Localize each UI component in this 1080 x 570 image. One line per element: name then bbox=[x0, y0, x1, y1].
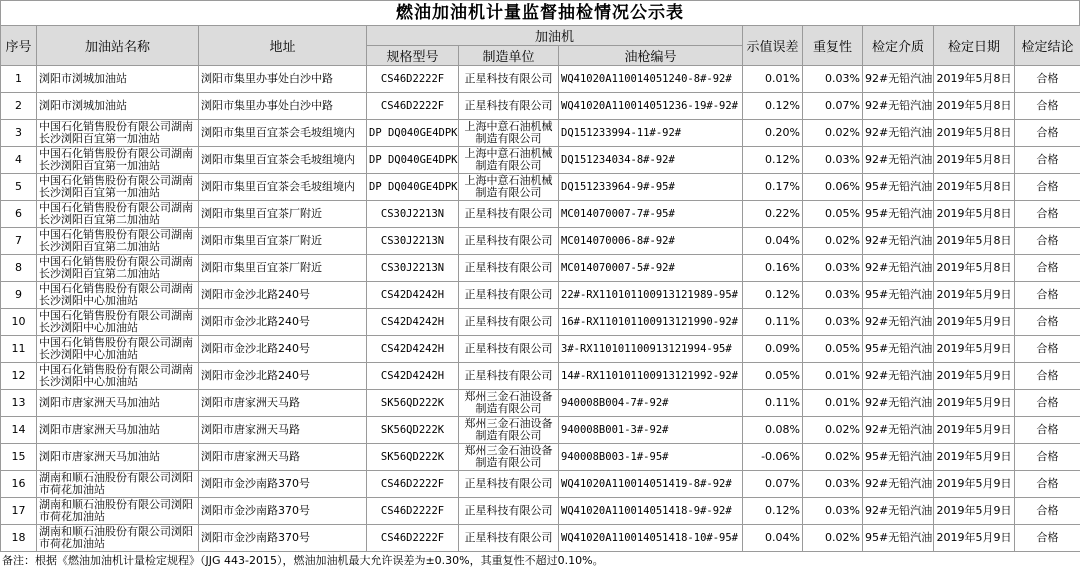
cell-address: 浏阳市集里办事处白沙中路 bbox=[199, 93, 367, 120]
cell-error: 0.16% bbox=[743, 255, 803, 282]
cell-model: CS42D4242H bbox=[367, 363, 459, 390]
cell-maker: 上海中意石油机械制造有限公司 bbox=[459, 147, 559, 174]
cell-medium: 92#无铅汽油 bbox=[863, 390, 934, 417]
cell-seq: 11 bbox=[1, 336, 37, 363]
cell-result: 合格 bbox=[1015, 309, 1080, 336]
cell-address: 浏阳市金沙北路240号 bbox=[199, 336, 367, 363]
cell-gun: DQ151233994-11#-92# bbox=[559, 120, 743, 147]
cell-station: 浏阳市唐家洲天马加油站 bbox=[37, 444, 199, 471]
cell-model: SK56QD222K bbox=[367, 444, 459, 471]
cell-repeat: 0.01% bbox=[803, 363, 863, 390]
cell-medium: 95#无铅汽油 bbox=[863, 201, 934, 228]
cell-maker: 正星科技有限公司 bbox=[459, 93, 559, 120]
cell-date: 2019年5月9日 bbox=[934, 417, 1015, 444]
cell-seq: 13 bbox=[1, 390, 37, 417]
cell-seq: 3 bbox=[1, 120, 37, 147]
cell-medium: 92#无铅汽油 bbox=[863, 93, 934, 120]
cell-address: 浏阳市金沙南路370号 bbox=[199, 498, 367, 525]
cell-date: 2019年5月8日 bbox=[934, 228, 1015, 255]
cell-station: 中国石化销售股份有限公司湖南长沙浏阳中心加油站 bbox=[37, 282, 199, 309]
table-row bbox=[1, 444, 1080, 471]
cell-seq: 10 bbox=[1, 309, 37, 336]
cell-date: 2019年5月9日 bbox=[934, 498, 1015, 525]
cell-maker: 郑州三金石油设备制造有限公司 bbox=[459, 417, 559, 444]
cell-seq: 7 bbox=[1, 228, 37, 255]
cell-repeat: 0.05% bbox=[803, 336, 863, 363]
cell-address: 浏阳市集里百宜茶会毛坡组境内 bbox=[199, 147, 367, 174]
cell-seq: 2 bbox=[1, 93, 37, 120]
header-result: 检定结论 bbox=[1015, 26, 1080, 66]
header-gun: 油枪编号 bbox=[559, 46, 743, 66]
cell-error: 0.01% bbox=[743, 66, 803, 93]
table-row bbox=[1, 174, 1080, 201]
table-row bbox=[1, 309, 1080, 336]
cell-model: CS30J2213N bbox=[367, 255, 459, 282]
cell-seq: 17 bbox=[1, 498, 37, 525]
cell-seq: 5 bbox=[1, 174, 37, 201]
cell-station: 中国石化销售股份有限公司湖南长沙浏阳百宜第二加油站 bbox=[37, 228, 199, 255]
cell-model: CS42D4242H bbox=[367, 309, 459, 336]
cell-result: 合格 bbox=[1015, 147, 1080, 174]
cell-maker: 正星科技有限公司 bbox=[459, 228, 559, 255]
table-row bbox=[1, 525, 1080, 552]
cell-maker: 正星科技有限公司 bbox=[459, 66, 559, 93]
cell-result: 合格 bbox=[1015, 498, 1080, 525]
cell-medium: 92#无铅汽油 bbox=[863, 417, 934, 444]
cell-repeat: 0.03% bbox=[803, 147, 863, 174]
header-error: 示值误差 bbox=[743, 26, 803, 66]
cell-gun: WQ41020A110014051418-10#-95# bbox=[559, 525, 743, 552]
cell-date: 2019年5月9日 bbox=[934, 525, 1015, 552]
cell-station: 浏阳市浏城加油站 bbox=[37, 66, 199, 93]
header-repeat: 重复性 bbox=[803, 26, 863, 66]
table-row bbox=[1, 255, 1080, 282]
cell-maker: 郑州三金石油设备制造有限公司 bbox=[459, 444, 559, 471]
cell-gun: WQ41020A110014051236-19#-92# bbox=[559, 93, 743, 120]
header-medium: 检定介质 bbox=[863, 26, 934, 66]
cell-seq: 14 bbox=[1, 417, 37, 444]
cell-maker: 上海中意石油机械制造有限公司 bbox=[459, 174, 559, 201]
cell-gun: MC014070006-8#-92# bbox=[559, 228, 743, 255]
cell-gun: DQ151234034-8#-92# bbox=[559, 147, 743, 174]
cell-gun: DQ151233964-9#-95# bbox=[559, 174, 743, 201]
cell-repeat: 0.03% bbox=[803, 309, 863, 336]
header-model: 规格型号 bbox=[367, 46, 459, 66]
cell-medium: 92#无铅汽油 bbox=[863, 255, 934, 282]
inspection-table bbox=[0, 25, 1080, 552]
cell-gun: 16#-RX110101100913121990-92# bbox=[559, 309, 743, 336]
cell-address: 浏阳市金沙北路240号 bbox=[199, 363, 367, 390]
cell-result: 合格 bbox=[1015, 120, 1080, 147]
cell-error: -0.06% bbox=[743, 444, 803, 471]
table-row bbox=[1, 228, 1080, 255]
table-body bbox=[1, 66, 1080, 552]
cell-model: SK56QD222K bbox=[367, 417, 459, 444]
cell-station: 中国石化销售股份有限公司湖南长沙浏阳百宜第一加油站 bbox=[37, 174, 199, 201]
cell-repeat: 0.03% bbox=[803, 471, 863, 498]
cell-gun: MC014070007-5#-92# bbox=[559, 255, 743, 282]
cell-model: CS46D2222F bbox=[367, 471, 459, 498]
cell-model: DP DQ040GE4DPK bbox=[367, 147, 459, 174]
cell-address: 浏阳市金沙南路370号 bbox=[199, 525, 367, 552]
cell-maker: 正星科技有限公司 bbox=[459, 201, 559, 228]
cell-medium: 92#无铅汽油 bbox=[863, 498, 934, 525]
cell-medium: 92#无铅汽油 bbox=[863, 471, 934, 498]
cell-error: 0.07% bbox=[743, 471, 803, 498]
cell-error: 0.09% bbox=[743, 336, 803, 363]
cell-maker: 正星科技有限公司 bbox=[459, 309, 559, 336]
cell-seq: 9 bbox=[1, 282, 37, 309]
cell-model: CS46D2222F bbox=[367, 525, 459, 552]
table-header bbox=[1, 26, 1080, 66]
cell-error: 0.11% bbox=[743, 309, 803, 336]
cell-error: 0.11% bbox=[743, 390, 803, 417]
table-row bbox=[1, 390, 1080, 417]
cell-date: 2019年5月8日 bbox=[934, 255, 1015, 282]
cell-station: 中国石化销售股份有限公司湖南长沙浏阳百宜第一加油站 bbox=[37, 120, 199, 147]
table-row bbox=[1, 120, 1080, 147]
cell-model: CS46D2222F bbox=[367, 498, 459, 525]
table-row bbox=[1, 282, 1080, 309]
cell-model: DP DQ040GE4DPK bbox=[367, 174, 459, 201]
cell-address: 浏阳市集里百宜茶厂附近 bbox=[199, 228, 367, 255]
cell-gun: 940008B003-1#-95# bbox=[559, 444, 743, 471]
cell-station: 浏阳市唐家洲天马加油站 bbox=[37, 390, 199, 417]
cell-date: 2019年5月8日 bbox=[934, 201, 1015, 228]
cell-error: 0.04% bbox=[743, 228, 803, 255]
cell-maker: 正星科技有限公司 bbox=[459, 471, 559, 498]
cell-seq: 15 bbox=[1, 444, 37, 471]
cell-error: 0.04% bbox=[743, 525, 803, 552]
cell-repeat: 0.03% bbox=[803, 282, 863, 309]
table-row bbox=[1, 498, 1080, 525]
footnote: 备注：根据《燃油加油机计量检定规程》（JJG 443-2015），燃油加油机最大允许误差为±0.30%，其重复性不超过0.10%。 bbox=[0, 552, 1080, 570]
cell-gun: 22#-RX110101100913121989-95# bbox=[559, 282, 743, 309]
cell-address: 浏阳市集里百宜茶会毛坡组境内 bbox=[199, 174, 367, 201]
cell-result: 合格 bbox=[1015, 390, 1080, 417]
cell-station: 中国石化销售股份有限公司湖南长沙浏阳百宜第一加油站 bbox=[37, 147, 199, 174]
header-maker: 制造单位 bbox=[459, 46, 559, 66]
header-station: 加油站名称 bbox=[37, 26, 199, 66]
cell-medium: 95#无铅汽油 bbox=[863, 174, 934, 201]
cell-date: 2019年5月9日 bbox=[934, 282, 1015, 309]
cell-date: 2019年5月8日 bbox=[934, 147, 1015, 174]
cell-error: 0.12% bbox=[743, 498, 803, 525]
cell-repeat: 0.02% bbox=[803, 525, 863, 552]
cell-result: 合格 bbox=[1015, 444, 1080, 471]
cell-gun: 3#-RX110101100913121994-95# bbox=[559, 336, 743, 363]
cell-medium: 92#无铅汽油 bbox=[863, 120, 934, 147]
table-row bbox=[1, 93, 1080, 120]
cell-station: 中国石化销售股份有限公司湖南长沙浏阳百宜第二加油站 bbox=[37, 201, 199, 228]
cell-seq: 6 bbox=[1, 201, 37, 228]
cell-address: 浏阳市金沙北路240号 bbox=[199, 309, 367, 336]
cell-model: CS42D4242H bbox=[367, 282, 459, 309]
table-row bbox=[1, 66, 1080, 93]
cell-result: 合格 bbox=[1015, 282, 1080, 309]
cell-error: 0.12% bbox=[743, 282, 803, 309]
cell-result: 合格 bbox=[1015, 255, 1080, 282]
cell-station: 湖南和顺石油股份有限公司浏阳市荷花加油站 bbox=[37, 498, 199, 525]
cell-model: SK56QD222K bbox=[367, 390, 459, 417]
cell-model: CS42D4242H bbox=[367, 336, 459, 363]
table-row bbox=[1, 363, 1080, 390]
cell-date: 2019年5月9日 bbox=[934, 309, 1015, 336]
cell-date: 2019年5月8日 bbox=[934, 66, 1015, 93]
cell-date: 2019年5月8日 bbox=[934, 174, 1015, 201]
cell-date: 2019年5月9日 bbox=[934, 444, 1015, 471]
cell-error: 0.17% bbox=[743, 174, 803, 201]
cell-gun: WQ41020A110014051240-8#-92# bbox=[559, 66, 743, 93]
cell-model: DP DQ040GE4DPK bbox=[367, 120, 459, 147]
cell-medium: 95#无铅汽油 bbox=[863, 525, 934, 552]
cell-address: 浏阳市唐家洲天马路 bbox=[199, 444, 367, 471]
cell-gun: 940008B004-7#-92# bbox=[559, 390, 743, 417]
cell-station: 中国石化销售股份有限公司湖南长沙浏阳中心加油站 bbox=[37, 309, 199, 336]
cell-repeat: 0.05% bbox=[803, 201, 863, 228]
cell-date: 2019年5月8日 bbox=[934, 120, 1015, 147]
cell-repeat: 0.03% bbox=[803, 498, 863, 525]
cell-model: CS46D2222F bbox=[367, 66, 459, 93]
cell-maker: 正星科技有限公司 bbox=[459, 363, 559, 390]
table-row bbox=[1, 336, 1080, 363]
cell-repeat: 0.02% bbox=[803, 417, 863, 444]
cell-address: 浏阳市唐家洲天马路 bbox=[199, 417, 367, 444]
cell-repeat: 0.02% bbox=[803, 228, 863, 255]
cell-date: 2019年5月8日 bbox=[934, 93, 1015, 120]
cell-address: 浏阳市金沙北路240号 bbox=[199, 282, 367, 309]
cell-error: 0.08% bbox=[743, 417, 803, 444]
cell-address: 浏阳市集里百宜茶会毛坡组境内 bbox=[199, 120, 367, 147]
cell-medium: 92#无铅汽油 bbox=[863, 309, 934, 336]
cell-address: 浏阳市金沙南路370号 bbox=[199, 471, 367, 498]
cell-result: 合格 bbox=[1015, 471, 1080, 498]
cell-maker: 上海中意石油机械制造有限公司 bbox=[459, 120, 559, 147]
cell-result: 合格 bbox=[1015, 336, 1080, 363]
cell-result: 合格 bbox=[1015, 201, 1080, 228]
cell-result: 合格 bbox=[1015, 93, 1080, 120]
cell-result: 合格 bbox=[1015, 363, 1080, 390]
cell-station: 浏阳市浏城加油站 bbox=[37, 93, 199, 120]
table-row bbox=[1, 147, 1080, 174]
cell-gun: WQ41020A110014051419-8#-92# bbox=[559, 471, 743, 498]
header-dispenser: 加油机 bbox=[367, 26, 743, 46]
cell-medium: 95#无铅汽油 bbox=[863, 336, 934, 363]
cell-maker: 正星科技有限公司 bbox=[459, 498, 559, 525]
cell-model: CS30J2213N bbox=[367, 228, 459, 255]
cell-address: 浏阳市唐家洲天马路 bbox=[199, 390, 367, 417]
cell-medium: 95#无铅汽油 bbox=[863, 282, 934, 309]
header-seq: 序号 bbox=[1, 26, 37, 66]
sheet-title: 燃油加油机计量监督抽检情况公示表 bbox=[0, 0, 1080, 25]
header-address: 地址 bbox=[199, 26, 367, 66]
cell-result: 合格 bbox=[1015, 66, 1080, 93]
cell-error: 0.12% bbox=[743, 93, 803, 120]
cell-date: 2019年5月9日 bbox=[934, 390, 1015, 417]
cell-seq: 12 bbox=[1, 363, 37, 390]
cell-result: 合格 bbox=[1015, 525, 1080, 552]
cell-seq: 1 bbox=[1, 66, 37, 93]
cell-maker: 正星科技有限公司 bbox=[459, 336, 559, 363]
cell-maker: 正星科技有限公司 bbox=[459, 255, 559, 282]
cell-medium: 92#无铅汽油 bbox=[863, 228, 934, 255]
table-row bbox=[1, 417, 1080, 444]
cell-maker: 正星科技有限公司 bbox=[459, 282, 559, 309]
cell-seq: 4 bbox=[1, 147, 37, 174]
cell-result: 合格 bbox=[1015, 417, 1080, 444]
cell-repeat: 0.07% bbox=[803, 93, 863, 120]
cell-repeat: 0.03% bbox=[803, 255, 863, 282]
cell-gun: WQ41020A110014051418-9#-92# bbox=[559, 498, 743, 525]
cell-medium: 92#无铅汽油 bbox=[863, 66, 934, 93]
cell-station: 湖南和顺石油股份有限公司浏阳市荷花加油站 bbox=[37, 471, 199, 498]
cell-gun: 14#-RX110101100913121992-92# bbox=[559, 363, 743, 390]
cell-medium: 92#无铅汽油 bbox=[863, 363, 934, 390]
cell-station: 湖南和顺石油股份有限公司浏阳市荷花加油站 bbox=[37, 525, 199, 552]
cell-medium: 95#无铅汽油 bbox=[863, 444, 934, 471]
cell-maker: 郑州三金石油设备制造有限公司 bbox=[459, 390, 559, 417]
cell-repeat: 0.06% bbox=[803, 174, 863, 201]
cell-date: 2019年5月9日 bbox=[934, 471, 1015, 498]
cell-error: 0.05% bbox=[743, 363, 803, 390]
cell-date: 2019年5月9日 bbox=[934, 336, 1015, 363]
cell-maker: 正星科技有限公司 bbox=[459, 525, 559, 552]
cell-address: 浏阳市集里办事处白沙中路 bbox=[199, 66, 367, 93]
cell-address: 浏阳市集里百宜茶厂附近 bbox=[199, 255, 367, 282]
cell-repeat: 0.02% bbox=[803, 120, 863, 147]
cell-result: 合格 bbox=[1015, 228, 1080, 255]
cell-error: 0.22% bbox=[743, 201, 803, 228]
cell-seq: 18 bbox=[1, 525, 37, 552]
cell-error: 0.12% bbox=[743, 147, 803, 174]
cell-gun: 940008B001-3#-92# bbox=[559, 417, 743, 444]
cell-seq: 8 bbox=[1, 255, 37, 282]
cell-station: 中国石化销售股份有限公司湖南长沙浏阳中心加油站 bbox=[37, 363, 199, 390]
cell-repeat: 0.01% bbox=[803, 390, 863, 417]
cell-station: 中国石化销售股份有限公司湖南长沙浏阳百宜第二加油站 bbox=[37, 255, 199, 282]
cell-station: 浏阳市唐家洲天马加油站 bbox=[37, 417, 199, 444]
cell-date: 2019年5月9日 bbox=[934, 363, 1015, 390]
table-row bbox=[1, 471, 1080, 498]
cell-model: CS30J2213N bbox=[367, 201, 459, 228]
cell-repeat: 0.02% bbox=[803, 444, 863, 471]
cell-model: CS46D2222F bbox=[367, 93, 459, 120]
header-date: 检定日期 bbox=[934, 26, 1015, 66]
cell-medium: 92#无铅汽油 bbox=[863, 147, 934, 174]
cell-repeat: 0.03% bbox=[803, 66, 863, 93]
cell-error: 0.20% bbox=[743, 120, 803, 147]
cell-address: 浏阳市集里百宜茶厂附近 bbox=[199, 201, 367, 228]
table-row bbox=[1, 201, 1080, 228]
cell-station: 中国石化销售股份有限公司湖南长沙浏阳中心加油站 bbox=[37, 336, 199, 363]
cell-seq: 16 bbox=[1, 471, 37, 498]
cell-result: 合格 bbox=[1015, 174, 1080, 201]
cell-gun: MC014070007-7#-95# bbox=[559, 201, 743, 228]
